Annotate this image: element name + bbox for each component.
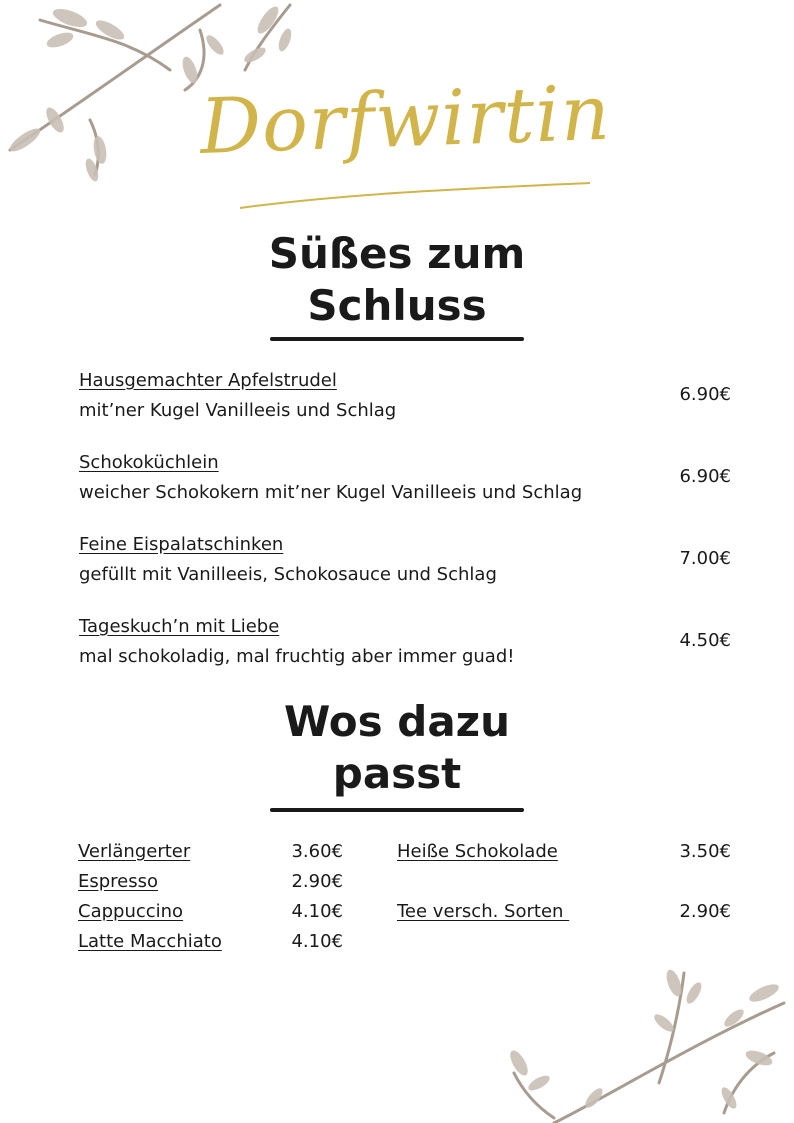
drink-item — [78, 867, 343, 897]
title-line-1: Wos dazu — [283, 697, 511, 746]
divider-rule — [270, 808, 524, 812]
drink-name: Espresso — [78, 871, 159, 892]
drink-price: 2.90€ — [291, 871, 343, 892]
spacer — [397, 867, 731, 897]
item-price: 6.90€ — [679, 466, 731, 487]
item-name: Schokoküchlein — [79, 452, 219, 473]
item-name: Hausgemachter Apfelstrudel — [79, 370, 337, 391]
restaurant-logo — [198, 60, 613, 220]
menu-item — [79, 530, 731, 612]
drink-item — [78, 837, 343, 867]
title-line-1: Süßes zum — [268, 229, 526, 278]
item-description: weicher Schokokern mit’ner Kugel Vanilleeis und Schlag — [79, 482, 583, 503]
drink-name: Cappuccino — [78, 901, 184, 922]
item-price: 7.00€ — [679, 548, 731, 569]
dessert-list — [79, 366, 731, 694]
menu-item — [79, 366, 731, 448]
section-title-desserts — [0, 228, 794, 332]
drink-name: Heiße Schokolade — [397, 841, 558, 862]
drink-list-right — [397, 837, 731, 927]
drink-name: Verlängerter — [78, 841, 191, 862]
drink-list-left — [78, 837, 343, 957]
menu-item — [79, 612, 731, 694]
menu-item — [79, 448, 731, 530]
logo-text: Dorfwirtin — [198, 67, 613, 171]
title-line-2: Schluss — [307, 281, 487, 330]
item-description: mal schokoladig, mal fruchtig aber immer guad! — [79, 646, 515, 667]
item-price: 4.50€ — [679, 630, 731, 651]
section-title-drinks — [0, 696, 794, 800]
item-price: 6.90€ — [679, 384, 731, 405]
drink-item — [78, 897, 343, 927]
drink-item — [397, 897, 731, 927]
divider-rule — [270, 337, 524, 341]
drink-price: 3.50€ — [679, 841, 731, 862]
item-name: Tageskuch’n mit Liebe — [79, 616, 280, 637]
logo-swash — [230, 168, 600, 218]
drink-price: 4.10€ — [291, 931, 343, 952]
item-name: Feine Eispalatschinken — [79, 534, 284, 555]
drink-item — [397, 837, 731, 867]
drink-price: 2.90€ — [679, 901, 731, 922]
drink-name: Latte Macchiato — [78, 931, 222, 952]
title-line-2: passt — [332, 749, 462, 798]
item-description: mit’ner Kugel Vanilleeis und Schlag — [79, 400, 397, 421]
branch-icon — [494, 963, 794, 1123]
drink-item — [78, 927, 343, 957]
drink-name: Tee versch. Sorten — [397, 901, 570, 922]
drink-price: 4.10€ — [291, 901, 343, 922]
item-description: gefüllt mit Vanilleeis, Schokosauce und Schlag — [79, 564, 497, 585]
drink-price: 3.60€ — [291, 841, 343, 862]
